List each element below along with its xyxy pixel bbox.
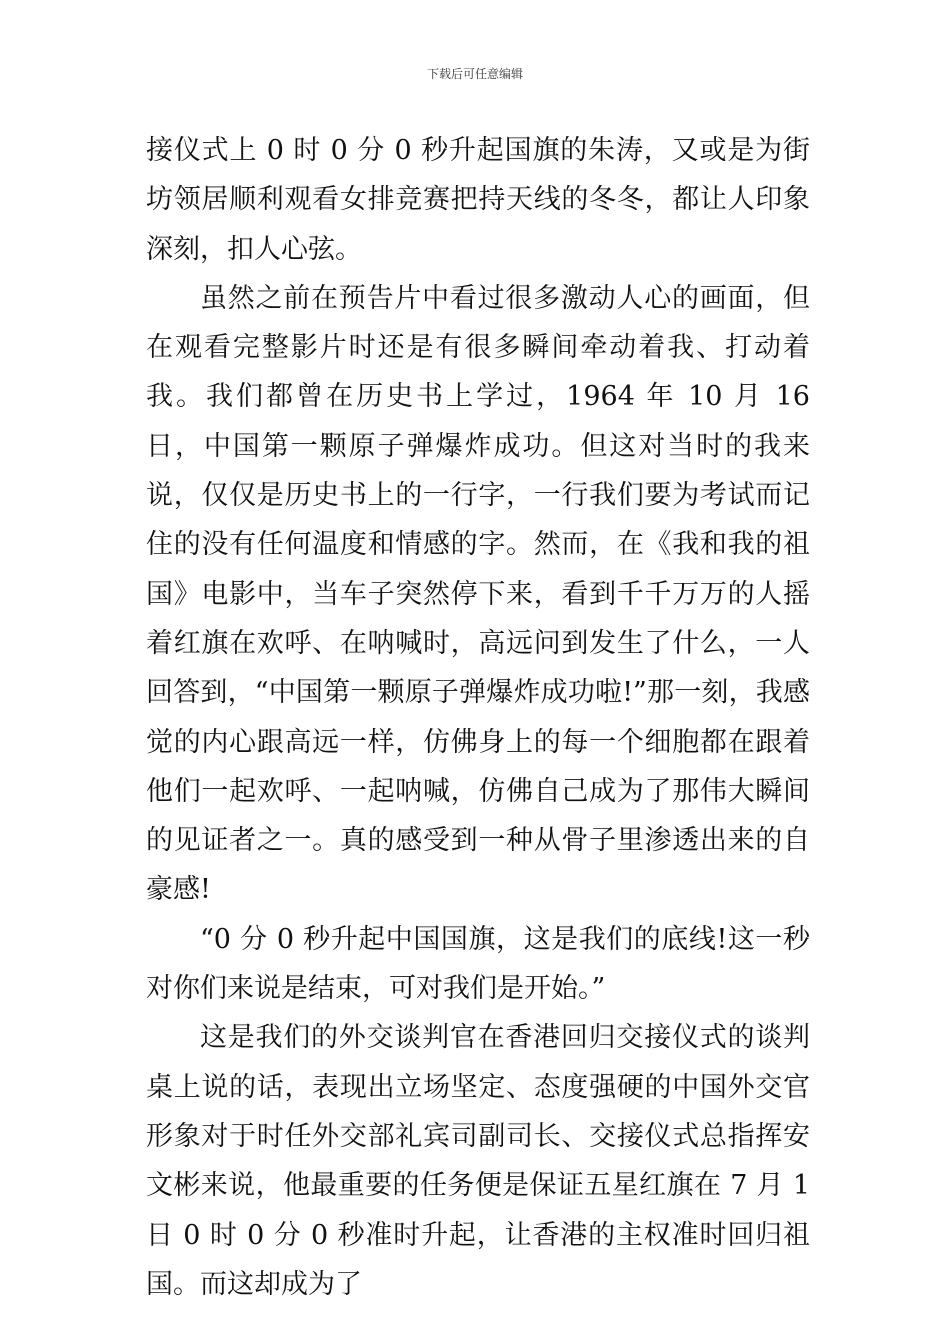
paragraph-quote: “0 分 0 秒升起中国国旗，这是我们的底线!这一秒对你们来说是结束，可对我们是开始。” bbox=[146, 923, 810, 1005]
paragraph-hong-kong-handover: 这是我们的外交谈判官在香港回归交接仪式的谈判桌上说的话，表现出立场坚定、态度强硬的中国外交官形象对于时任外交部礼宾司副司长、交接仪式总指挥安文彬来说，他最重要的任务便是保证五星红旗在 7 月 1 日 0 时 0 分 0 秒准时升起，让香港的主权准时回归祖国。而这却成为了 bbox=[146, 1022, 810, 1300]
paragraph-continuation: 接仪式上 0 时 0 分 0 秒升起国旗的朱涛，又或是为街坊领居顺利观看女排竞赛把持天线的冬冬，都让人印象深刻，扣人心弦。 bbox=[146, 135, 810, 265]
paragraph-atomic-bomb: 虽然之前在预告片中看过很多激动人心的画面，但在观看完整影片时还是有很多瞬间牵动着我、打动着我。我们都曾在历史书上学过，1964 年 10 月 16 日，中国第一颗原子弹爆炸成功。但这对当时的我来说，仅仅是历史书上的一行字，一行我们要为考试而记住的没有任何温度和情感的字。然而，在《我和我的祖国》电影中，当车子突然停下来，看到千千万万的人摇着红旗在欢呼、在呐喊时，高远问到发生了什么，一人回答到，“中国第一颗原子弹爆炸成功啦!”那一刻，我感觉的内心跟高远一样，仿佛身上的每一个细胞都在跟着他们一起欢呼、一起呐喊，仿佛自己成为了那伟大瞬间的见证者之一。真的感受到一种从骨子里渗透出来的自豪感! bbox=[146, 282, 810, 906]
document-body bbox=[146, 126, 810, 1309]
page-header: 下载后可任意编辑 bbox=[426, 67, 523, 81]
